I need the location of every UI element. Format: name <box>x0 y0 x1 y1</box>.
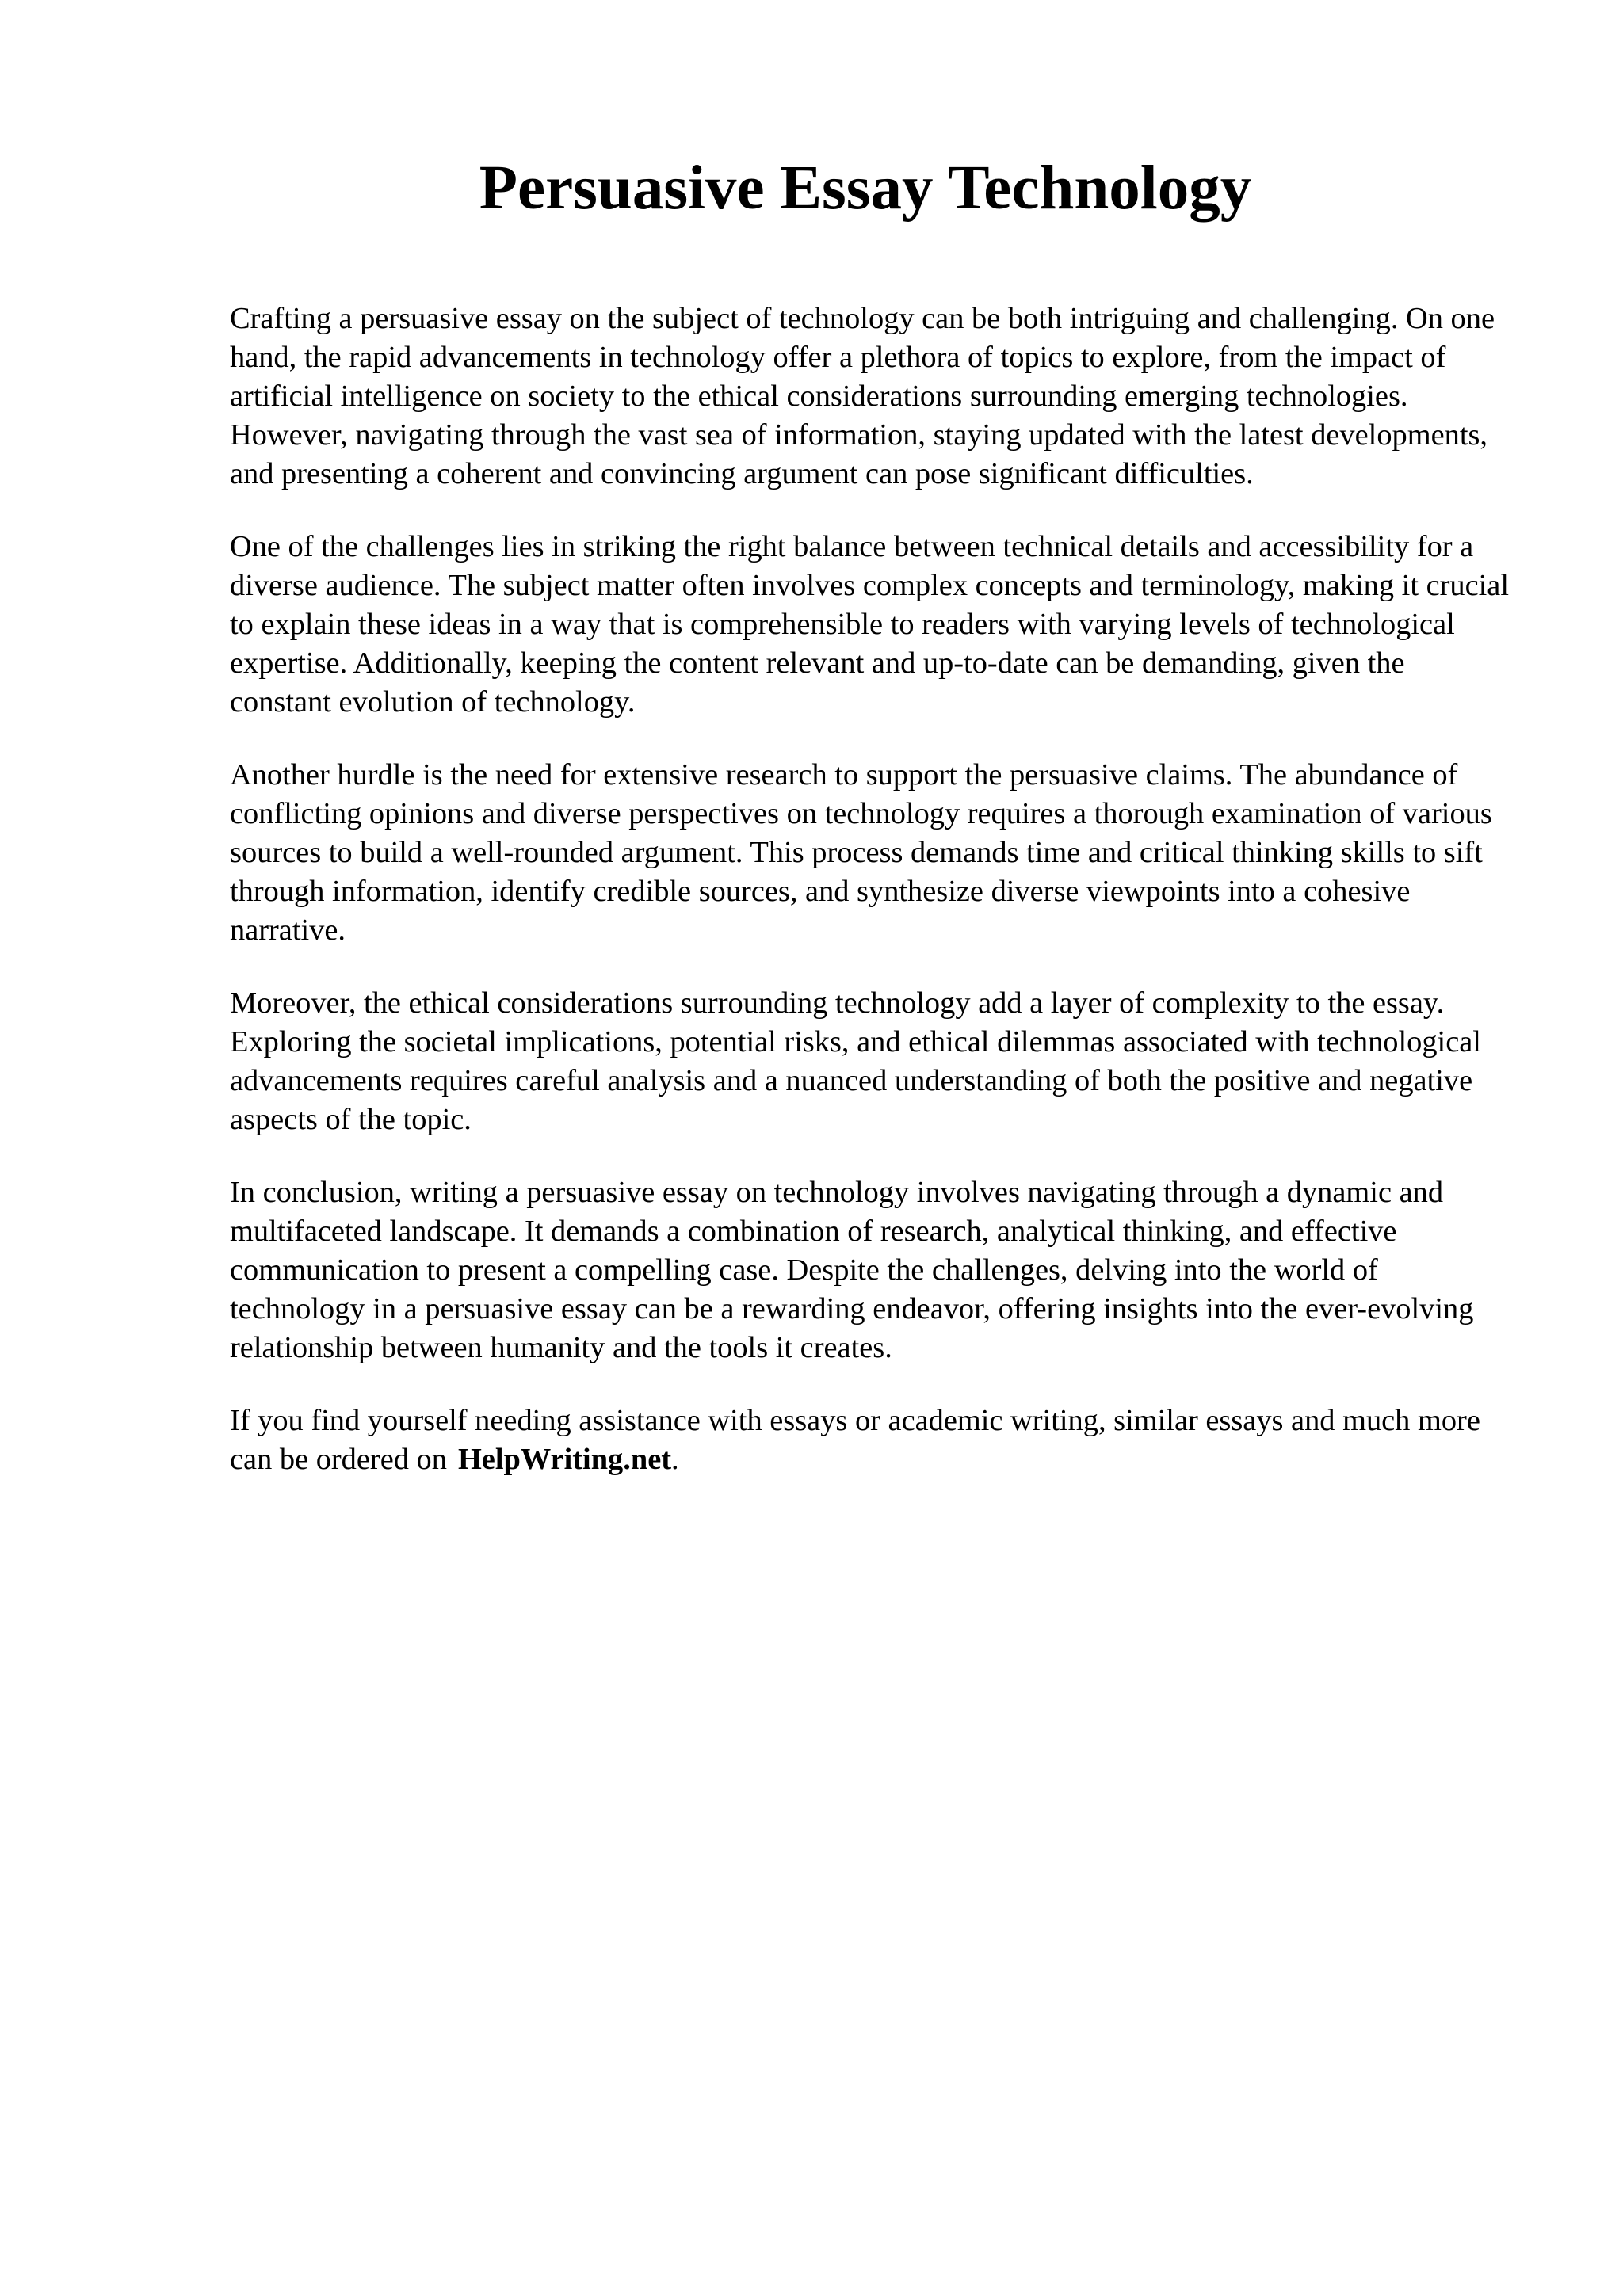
paragraph-intro: Crafting a persuasive essay on the subject of technology can be both intriguing and challenging. On one hand, the rapid advancements in technology offer a plethora of topics to explore, from the impact of artificial intelligence on society to the ethical considerations surrounding emerging technologies. However, navigating through the vast sea of information, staying updated with the latest developments, and presenting a coherent and convincing argument can pose significant difficulties. <box>230 302 1495 490</box>
document-body <box>230 299 1514 1513</box>
paragraph-research: Another hurdle is the need for extensive research to support the persuasive claims. The abundance of conflicting opinions and diverse perspectives on technology requires a thorough examination of various sources to build a well-rounded argument. This process demands time and critical thinking skills to sift through information, identify credible sources, and synthesize diverse viewpoints into a cohesive narrative. <box>230 758 1492 947</box>
closing-period: . <box>671 1443 679 1476</box>
paragraph-conclusion: In conclusion, writing a persuasive essay on technology involves navigating through a dynamic and multifaceted landscape. It demands a combination of research, analytical thinking, and effective communication to present a compelling case. Despite the challenges, delving into the world of technology in a persuasive essay can be a rewarding endeavor, offering insights into the ever-evolving relationship between humanity and the tools it creates. <box>230 1176 1474 1364</box>
document-title: Persuasive Essay Technology <box>479 154 1252 223</box>
paragraph-ethics: Moreover, the ethical considerations surrounding technology add a layer of complexity to the essay. Exploring the societal implications, potential risks, and ethical dilemmas associated with technological advancements requires careful analysis and a nuanced understanding of both the positive and negative aspects of the topic. <box>230 986 1481 1136</box>
paragraph-closing <box>230 1402 1514 1479</box>
closing-text: If you find yourself needing assistance with essays or academic writing, similar essays and much more can be ordered on <box>230 1404 1480 1476</box>
brand-link[interactable]: HelpWriting.net <box>457 1443 672 1476</box>
paragraph-challenges: One of the challenges lies in striking the right balance between technical details and accessibility for a diverse audience. The subject matter often involves complex concepts and terminology, making it crucial to explain these ideas in a way that is comprehensible to readers with varying levels of technological expertise. Additionally, keeping the content relevant and up-to-date can be demanding, given the constant evolution of technology. <box>230 530 1510 719</box>
